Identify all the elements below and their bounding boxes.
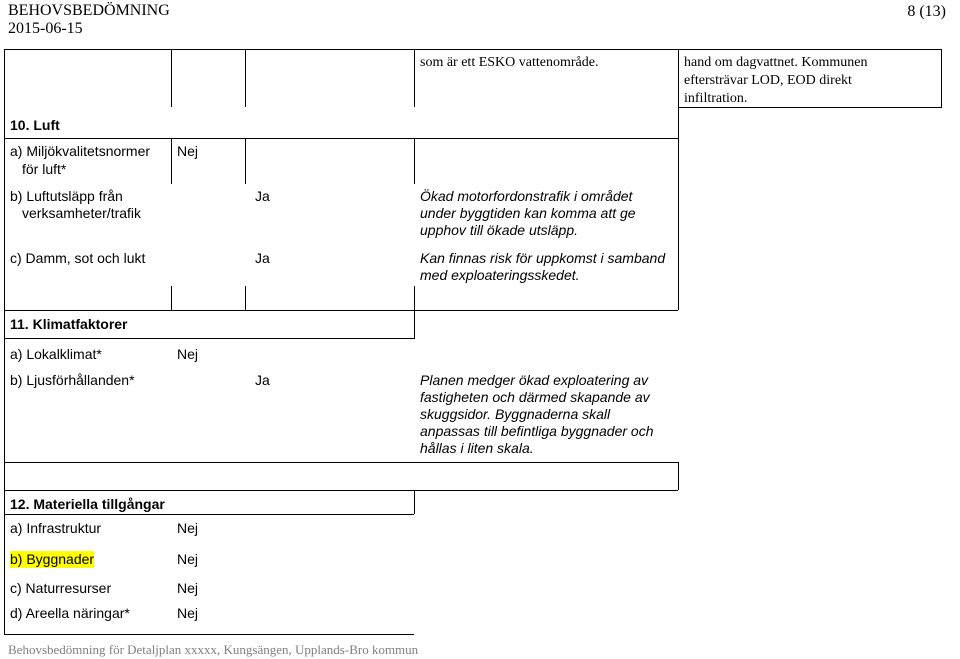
row-label-infrastruktur: a) Infrastruktur	[10, 520, 102, 536]
document-title: BEHOVSBEDÖMNING	[8, 2, 170, 19]
row-label-ljusforhallanden: b) Ljusförhållanden*	[10, 372, 135, 388]
col-divider	[245, 286, 246, 310]
row-comment: hållas i liten skala.	[420, 440, 534, 456]
col-divider	[414, 490, 415, 514]
row-label-damm: c) Damm, sot och lukt	[10, 250, 146, 266]
row-divider	[4, 310, 678, 311]
col-divider	[414, 49, 415, 107]
continuation-note: eftersträvar LOD, EOD direkt	[684, 73, 852, 88]
row-value: Ja	[255, 250, 270, 266]
row-label-areella-naringar: d) Areella näringar*	[10, 605, 130, 621]
row-value: Nej	[177, 580, 199, 596]
page-number: 8 (13)	[907, 3, 946, 20]
row-label-miljokvalitetsnormer: för luft*	[22, 161, 67, 177]
col-divider	[171, 49, 172, 107]
col-divider	[171, 138, 172, 184]
col-divider	[171, 286, 172, 310]
row-value: Nej	[177, 551, 199, 567]
row-label-lokalklimat: a) Lokalklimat*	[10, 346, 102, 362]
row-label-miljokvalitetsnormer: a) Miljökvalitetsnormer	[10, 143, 151, 159]
row-value: Ja	[255, 372, 270, 388]
table-border-bottom	[4, 634, 414, 635]
row-comment: Planen medger ökad exploatering av	[420, 372, 649, 388]
col-divider	[678, 462, 679, 490]
table-border-right	[941, 49, 942, 107]
row-divider	[4, 490, 678, 491]
col-divider	[414, 310, 415, 339]
row-comment: Kan finnas risk för uppkomst i samband	[420, 250, 666, 266]
row-divider	[4, 462, 678, 463]
continuation-comment: som är ett ESKO vattenområde.	[420, 55, 599, 70]
col-divider	[678, 107, 679, 310]
row-label-luftutslapp: verksamheter/trafik	[22, 205, 142, 221]
row-value: Nej	[177, 520, 199, 536]
row-value: Nej	[177, 143, 199, 159]
section-heading-materiella: 12. Materiella tillgångar	[10, 496, 165, 512]
row-comment: fastigheten och därmed skapande av	[420, 389, 650, 405]
row-divider	[4, 338, 414, 339]
col-divider	[245, 138, 246, 184]
row-value: Nej	[177, 346, 199, 362]
continuation-note: infiltration.	[684, 91, 748, 106]
row-comment: Ökad motorfordonstrafik i området	[420, 188, 633, 204]
section-heading-klimat: 11. Klimatfaktorer	[10, 316, 128, 332]
col-divider	[245, 49, 246, 107]
row-label-naturresurser: c) Naturresurser	[10, 580, 112, 596]
row-comment: anpassas till befintliga byggnader och	[420, 423, 654, 439]
col-divider	[414, 138, 415, 184]
row-divider	[678, 107, 942, 108]
row-label-luftutslapp: b) Luftutsläpp från	[10, 188, 123, 204]
col-divider	[678, 49, 679, 107]
col-divider	[414, 286, 415, 310]
table-border-left	[4, 49, 5, 635]
row-value: Ja	[255, 188, 270, 204]
row-label-byggnader: b) Byggnader	[10, 551, 95, 567]
row-value: Nej	[177, 605, 199, 621]
section-heading-luft: 10. Luft	[10, 117, 60, 133]
row-divider	[4, 514, 414, 515]
row-comment: skuggsidor. Byggnaderna skall	[420, 406, 611, 422]
document-date: 2015-06-15	[8, 20, 83, 37]
continuation-note: hand om dagvattnet. Kommunen	[684, 55, 868, 70]
page-footer: Behovsbedömning för Detaljplan xxxxx, Kungsängen, Upplands-Bro kommun	[8, 642, 419, 657]
row-comment: med exploateringsskedet.	[420, 267, 580, 283]
row-comment: upphov till ökade utsläpp.	[420, 222, 578, 238]
table-border-top	[4, 49, 942, 50]
row-divider	[4, 138, 678, 139]
row-comment: under byggtiden kan komma att ge	[420, 205, 636, 221]
